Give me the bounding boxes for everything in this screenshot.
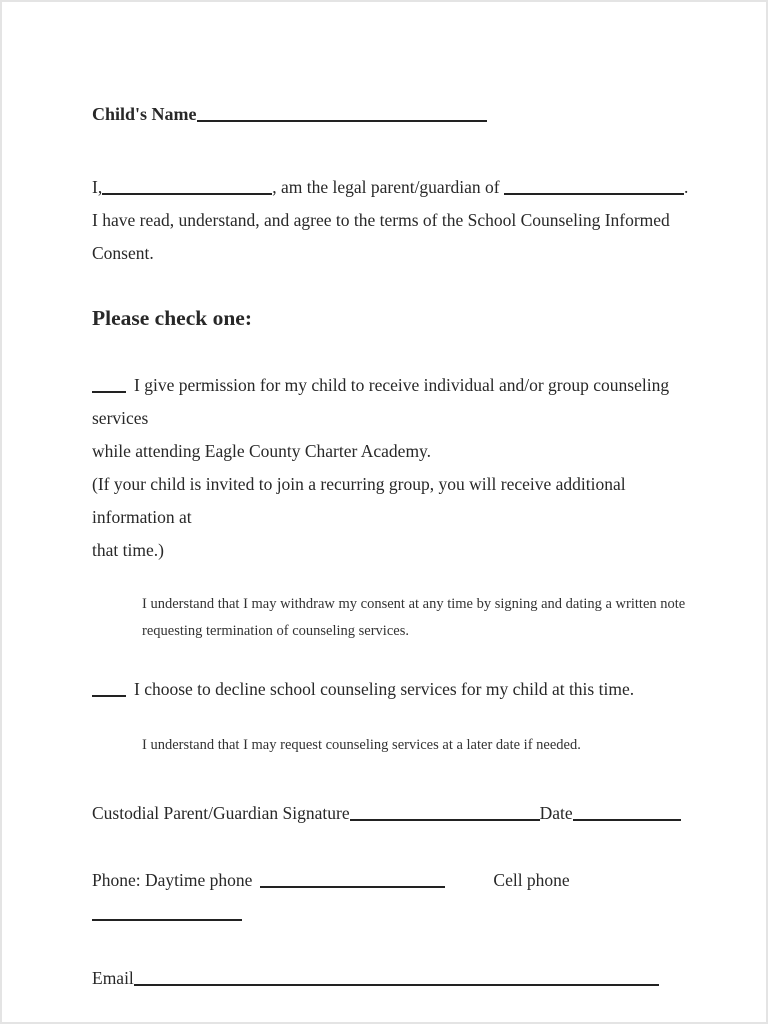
check-one-heading: Please check one: (92, 306, 253, 330)
email-blank[interactable] (134, 972, 659, 986)
option-permission-note1: (If your child is invited to join a recurring group, you will receive additional information at (92, 474, 626, 527)
option-permission-line1 (92, 369, 708, 435)
intro-i-prefix: I, (92, 177, 103, 197)
cell-phone-label: Cell phone (493, 870, 570, 890)
signature-blank[interactable] (350, 807, 540, 821)
child-name-row (92, 98, 708, 131)
option-permission-note2: that time.) (92, 540, 164, 560)
date-label: Date (539, 803, 573, 823)
child-name-blank[interactable] (197, 108, 487, 122)
request-later-note: I understand that I may request counseling services at a later date if needed. (142, 737, 581, 753)
option-permission-check-blank[interactable] (92, 379, 126, 393)
date-blank[interactable] (573, 807, 681, 821)
parent-name-blank[interactable] (102, 181, 272, 195)
option-permission (92, 369, 708, 567)
daytime-phone-blank[interactable] (260, 874, 445, 888)
cell-phone-blank[interactable] (92, 907, 242, 921)
option-permission-text1: I give permission for my child to receive individual and/or group counseling services (92, 375, 670, 428)
option-decline (92, 673, 708, 706)
option-decline-check-blank[interactable] (92, 683, 126, 697)
guardian-of-blank[interactable] (504, 181, 684, 195)
withdraw-consent-note (142, 591, 708, 645)
intro-block (92, 171, 708, 270)
intro-guardian-text: , am the legal parent/guardian of (272, 177, 500, 197)
daytime-phone-label: Phone: Daytime phone (92, 870, 253, 890)
email-row (92, 962, 708, 995)
option-permission-line2: while attending Eagle County Charter Academy. (92, 441, 432, 461)
withdraw-consent-note-line1: I understand that I may withdraw my consent at any time by signing and dating a written note (142, 596, 686, 612)
phone-row (92, 864, 708, 930)
signature-label: Custodial Parent/Guardian Signature (92, 803, 350, 823)
intro-period: . (683, 177, 689, 197)
signature-row (92, 797, 708, 830)
intro-line (92, 171, 708, 204)
email-label: Email (92, 968, 134, 988)
child-name-label: Child's Name (92, 104, 197, 124)
option-decline-text: I choose to decline school counseling services for my child at this time. (134, 679, 635, 699)
agreement-line: I have read, understand, and agree to the terms of the School Counseling Informed Consent. (92, 210, 670, 263)
withdraw-consent-note-line2: requesting termination of counseling services. (142, 623, 409, 639)
